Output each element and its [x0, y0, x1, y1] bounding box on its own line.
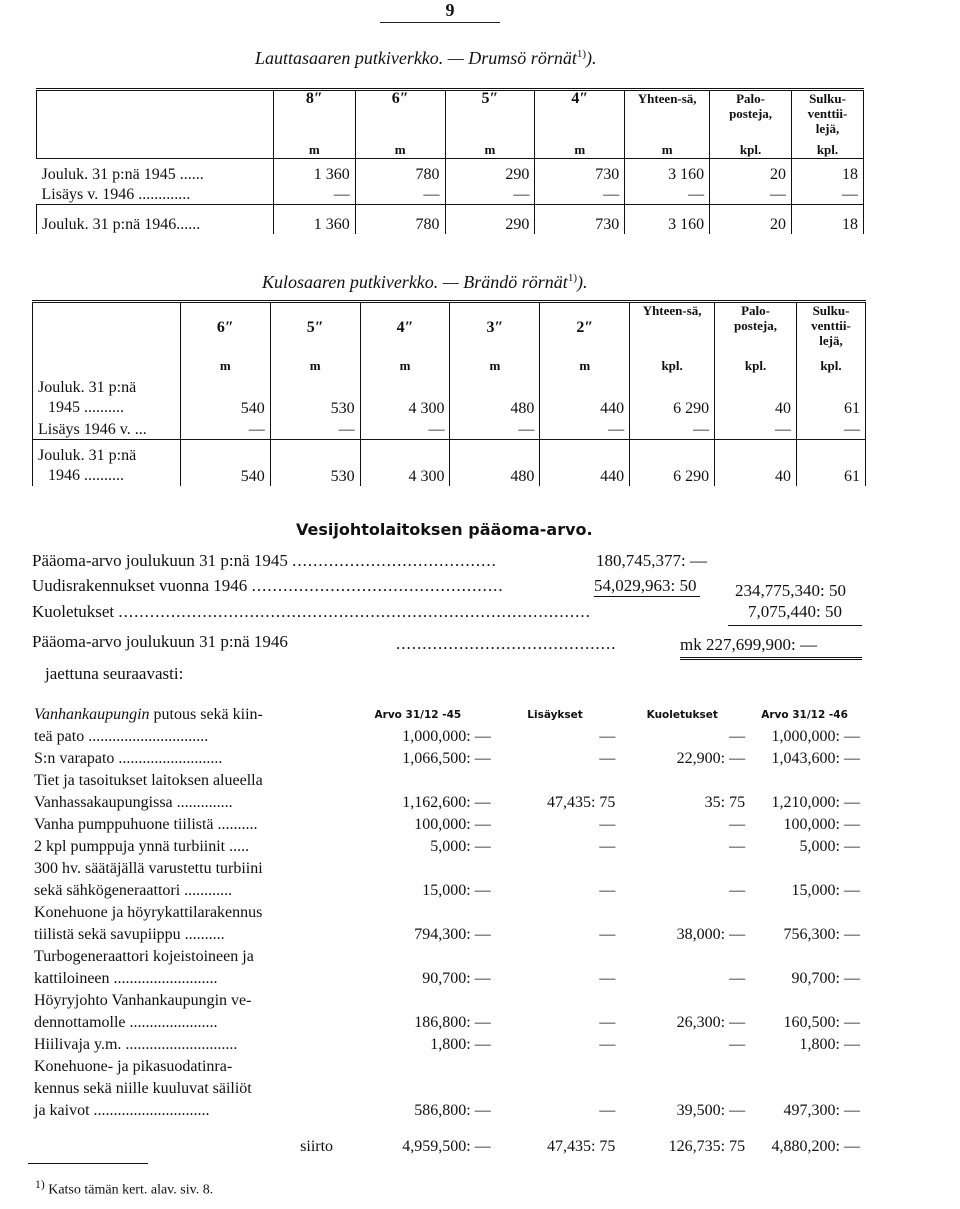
assets-row [32, 902, 862, 924]
assets-cell [343, 1078, 493, 1100]
assets-cell: 15,000: — [422, 882, 491, 899]
assets-row-label: S:n varapato .......................... [34, 750, 223, 767]
assets-cell [493, 1078, 618, 1100]
capital-sum-rule [728, 625, 862, 626]
assets-row [32, 1078, 862, 1100]
assets-row-label: Konehuone- ja pikasuodatinra- [34, 1058, 233, 1075]
assets-cell [747, 990, 862, 1012]
assets-row [32, 946, 862, 968]
assets-row-label: teä pato .............................. [34, 728, 209, 745]
section1-cell: — [792, 184, 864, 204]
footnote-text: Katso tämän kert. alav. siv. 8. [48, 1182, 214, 1198]
footnote-rule [28, 1163, 148, 1164]
section1-header-6in: 6″ [355, 90, 445, 137]
section2-row-label-line2: 1946 .......... [48, 466, 124, 484]
assets-cell: — [729, 970, 746, 987]
section2-cell: 6 290 [630, 374, 715, 418]
assets-cell [493, 990, 618, 1012]
assets-header-value-1946: Arvo 31/12 -46 [761, 709, 848, 721]
assets-cell [493, 902, 618, 924]
section2-cell: — [360, 418, 450, 440]
assets-cell: 1,800: — [430, 1036, 491, 1053]
assets-cell: 794,300: — [414, 926, 491, 943]
section2-row-label [33, 440, 181, 486]
assets-row [32, 814, 862, 836]
assets-row-label: kattiloineen .......................... [34, 970, 218, 987]
assets-cell: — [599, 750, 616, 767]
capital-line1-text: Pääoma-arvo joulukuun 31 p:nä 1945 [32, 551, 288, 570]
section2-unit: m [360, 352, 450, 374]
section2-unit: kpl. [797, 352, 866, 374]
section1-unit: kpl. [792, 136, 864, 158]
assets-header-value-1945: Arvo 31/12 -45 [374, 709, 462, 721]
section2-cell: 4 300 [360, 374, 450, 418]
assets-cell [617, 1078, 747, 1100]
assets-cell: — [729, 1036, 746, 1053]
assets-cell [493, 1056, 618, 1078]
assets-header-depreciation: Kuoletukset [646, 709, 718, 721]
capital-line3-text: Kuoletukset [32, 602, 115, 621]
section2-cell: — [540, 418, 630, 440]
section2-cell: 61 [797, 440, 866, 486]
section1-unit: m [355, 136, 445, 158]
section2-row-label-line2: 1945 .......... [48, 398, 124, 416]
assets-cell [747, 946, 862, 968]
assets-cell: — [599, 838, 616, 855]
assets-row [32, 990, 862, 1012]
capital-line2-total: 234,775,340: 50 [735, 581, 846, 600]
section2-unit: m [180, 352, 270, 374]
assets-row-label [32, 700, 343, 726]
assets-row-label: 2 kpl pumppuja ynnä turbiinit ..... [34, 838, 250, 855]
section2-header-2in: 2″ [540, 302, 630, 352]
section1-cell: 730 [535, 158, 625, 184]
assets-row [32, 880, 862, 902]
assets-row [32, 792, 862, 814]
assets-cell: 1,162,600: — [402, 794, 491, 811]
section2-header-6in: 6″ [180, 302, 270, 352]
section2-unit: m [270, 352, 360, 374]
section2-caption-text: Kulosaaren putkiverkko. — Brändö rörnät [262, 272, 568, 292]
section2-cell: 530 [270, 440, 360, 486]
capital-line1-label: Pääoma-arvo joulukuun 31 p:nä 1945 ....................................... [32, 551, 497, 570]
section1-row-label: Lisäys v. 1946 ............. [37, 184, 274, 204]
assets-row-label: Turbogeneraattori kojeistoineen ja [34, 948, 254, 965]
section1-note-ref: 1) [576, 48, 586, 60]
section1-cell: — [625, 184, 710, 204]
assets-body [32, 726, 862, 1122]
section1-header-total: Yhteen-sä, [625, 90, 710, 137]
assets-row [32, 1100, 862, 1122]
section2-cell: 40 [715, 440, 797, 486]
section2-cell: 440 [540, 440, 630, 486]
section1-cell: 1 360 [273, 204, 355, 234]
assets-cell: 1,066,500: — [402, 750, 491, 767]
section1-row-label: Jouluk. 31 p:nä 1946...... [37, 204, 274, 234]
assets-cell: 1,800: — [799, 1036, 860, 1053]
assets-row-label: Höyryjohto Vanhankaupungin ve- [34, 992, 252, 1009]
assets-cell: 1,000,000: — [402, 728, 491, 745]
assets-row [32, 1012, 862, 1034]
assets-cell: 186,800: — [414, 1014, 491, 1031]
assets-cell: 586,800: — [414, 1102, 491, 1119]
assets-row [32, 1056, 862, 1078]
capital-line2-label: Uudisrakennukset vuonna 1946 ................................................ [32, 576, 504, 595]
section1-cell: — [445, 184, 535, 204]
section2-cell: — [270, 418, 360, 440]
section1-table [36, 88, 864, 234]
assets-cell: 100,000: — [783, 816, 860, 833]
assets-row [32, 770, 862, 792]
section2-table [32, 300, 866, 486]
assets-cell [617, 946, 747, 968]
section2-row-label-line1: Jouluk. 31 p:nä [38, 378, 137, 396]
assets-cell [617, 902, 747, 924]
section1-cell: 20 [710, 204, 792, 234]
assets-cell: 1,000,000: — [771, 728, 860, 745]
section2-header-stub [33, 302, 181, 352]
section2-unit: m [540, 352, 630, 374]
section2-cell: 61 [797, 374, 866, 418]
assets-cell: — [729, 838, 746, 855]
assets-cell [493, 858, 618, 880]
assets-label-italic: Vanhankaupungin [34, 706, 150, 723]
assets-row [32, 858, 862, 880]
section1-header-hydrants: Palo-posteja, [710, 90, 792, 137]
assets-row-label: kennus sekä niille kuuluvat säiliöt [34, 1080, 252, 1097]
assets-row [32, 748, 862, 770]
assets-cell: 497,300: — [783, 1102, 860, 1119]
assets-cell [617, 858, 747, 880]
assets-cell: — [599, 970, 616, 987]
assets-row [32, 924, 862, 946]
section1-caption-text: Lauttasaaren putkiverkko. — Drumsö rörnät [255, 48, 577, 68]
assets-cell: — [729, 882, 746, 899]
section2-row-label [33, 374, 181, 418]
assets-cell: 5,000: — [430, 838, 491, 855]
assets-cell [617, 990, 747, 1012]
assets-cell: 1,210,000: — [771, 794, 860, 811]
section2-cell: — [180, 418, 270, 440]
section2-cell: — [630, 418, 715, 440]
section2-row-label-line1: Jouluk. 31 p:nä [38, 446, 137, 464]
assets-label-rest: putous sekä kiin- [149, 706, 263, 723]
capital-divided-text: jaettuna seuraavasti: [45, 664, 184, 683]
assets-cell: — [599, 1036, 616, 1053]
assets-row-label: Konehuone ja höyrykattilarakennus [34, 904, 263, 921]
assets-row-label: Vanha pumppuhuone tiilistä .......... [34, 816, 258, 833]
assets-row [32, 836, 862, 858]
section1-cell: 18 [792, 158, 864, 184]
assets-row-label: tiilistä sekä savupiippu .......... [34, 926, 225, 943]
assets-cell [747, 1078, 862, 1100]
assets-cell: 35: 75 [704, 794, 746, 811]
section2-cell: 480 [450, 440, 540, 486]
section1-cell: — [355, 184, 445, 204]
page-number-rule [380, 22, 500, 23]
section1-unit: m [625, 136, 710, 158]
section2-cell: 6 290 [630, 440, 715, 486]
section2-cell: — [450, 418, 540, 440]
assets-row-label: ja kaivot ............................. [34, 1102, 210, 1119]
assets-cell [617, 1056, 747, 1078]
assets-cell: — [599, 1102, 616, 1119]
assets-row-label: Vanhassakaupungissa .............. [34, 794, 233, 811]
section1-cell: 18 [792, 204, 864, 234]
assets-row [32, 968, 862, 990]
assets-cell [343, 1056, 493, 1078]
section2-header-4in: 4″ [360, 302, 450, 352]
assets-cell [747, 902, 862, 924]
section2-unit-stub [33, 352, 181, 374]
assets-cell: — [729, 816, 746, 833]
assets-cell: — [599, 1014, 616, 1031]
section2-cell: — [715, 418, 797, 440]
assets-cell: 22,900: — [676, 750, 746, 767]
assets-row-label: sekä sähkögeneraattori ............ [34, 882, 233, 899]
section2-note-ref: 1) [567, 272, 577, 284]
section2-unit: m [450, 352, 540, 374]
assets-cell: 100,000: — [414, 816, 491, 833]
section1-cell: 1 360 [273, 158, 355, 184]
assets-cell [343, 990, 493, 1012]
carry-value: 47,435: 75 [546, 1138, 616, 1155]
capital-line2-text: Uudisrakennukset vuonna 1946 [32, 576, 248, 595]
section1-header-8in: 8″ [273, 90, 355, 137]
assets-cell [617, 770, 747, 792]
carry-value: 4,959,500: — [402, 1138, 491, 1155]
assets-cell: — [599, 882, 616, 899]
section2-cell: 530 [270, 374, 360, 418]
capital-heading: Vesijohtolaitoksen pääoma-arvo. [296, 520, 593, 539]
section1-cell: 3 160 [625, 204, 710, 234]
assets-cell: 1,043,600: — [771, 750, 860, 767]
assets-cell [747, 770, 862, 792]
section2-cell: 40 [715, 374, 797, 418]
section2-cell: — [797, 418, 866, 440]
section1-cell: 290 [445, 158, 535, 184]
assets-row-label: 300 hv. säätäjällä varustettu turbiini [34, 860, 263, 877]
section2-cell: 4 300 [360, 440, 450, 486]
section2-cell: 480 [450, 374, 540, 418]
assets-row [32, 1034, 862, 1056]
carry-label: siirto [300, 1138, 334, 1155]
assets-cell: 39,500: — [676, 1102, 746, 1119]
capital-line3-label: Kuoletukset .......................................................................................... [32, 602, 591, 621]
section1-cell: 780 [355, 204, 445, 234]
assets-table [32, 700, 862, 1158]
assets-cell: — [599, 926, 616, 943]
section1-header-stub [37, 90, 274, 137]
section1-unit: m [445, 136, 535, 158]
footnote [35, 1178, 213, 1199]
section1-row-label: Jouluk. 31 p:nä 1945 ...... [37, 158, 274, 184]
assets-header-additions: Lisäykset [527, 709, 583, 721]
section1-cell: 290 [445, 204, 535, 234]
assets-cell: 90,700: — [422, 970, 491, 987]
capital-line4-label: Pääoma-arvo joulukuun 31 p:nä 1946 [32, 632, 288, 651]
assets-cell [343, 770, 493, 792]
section1-cell: 3 160 [625, 158, 710, 184]
assets-cell [493, 770, 618, 792]
assets-cell: 38,000: — [676, 926, 746, 943]
section2-row-label: Lisäys 1946 v. ... [33, 418, 181, 440]
assets-row [32, 726, 862, 748]
assets-cell: — [599, 816, 616, 833]
assets-cell: 5,000: — [799, 838, 860, 855]
section1-cell: 730 [535, 204, 625, 234]
section1-header-5in: 5″ [445, 90, 535, 137]
section2-cell: 540 [180, 374, 270, 418]
section2-header-hydrants: Palo-posteja, [715, 302, 797, 352]
assets-cell: 47,435: 75 [546, 794, 616, 811]
assets-cell [747, 858, 862, 880]
assets-row-label: Hiilivaja y.m. ............................ [34, 1036, 238, 1053]
section2-header-total: Yhteen-sä, [630, 302, 715, 352]
capital-total-rule [680, 657, 862, 660]
section1-caption: Lauttasaaren putkiverkko. — Drumsö rörnät$^{1)}$). [255, 48, 597, 68]
assets-row-label: Tiet ja tasoitukset laitoksen alueella [34, 772, 263, 789]
section2-cell: 440 [540, 374, 630, 418]
assets-cell: 26,300: — [676, 1014, 746, 1031]
assets-cell: — [729, 728, 746, 745]
section2-cell: 540 [180, 440, 270, 486]
section2-header-3in: 3″ [450, 302, 540, 352]
section1-cell: — [710, 184, 792, 204]
section2-unit: kpl. [630, 352, 715, 374]
carry-value: 126,735: 75 [668, 1138, 746, 1155]
carry-value: 4,880,200: — [771, 1138, 860, 1155]
section1-cell: 20 [710, 158, 792, 184]
section1-cell: — [535, 184, 625, 204]
section1-unit: m [535, 136, 625, 158]
footnote-ref: 1) [35, 1178, 45, 1191]
section1-header-4in: 4″ [535, 90, 625, 137]
section2-header-5in: 5″ [270, 302, 360, 352]
section1-unit-stub [37, 136, 274, 158]
section1-cell: — [273, 184, 355, 204]
assets-cell [343, 902, 493, 924]
assets-row-label: dennottamolle ...................... [34, 1014, 218, 1031]
section1-header-valves: Sulku-venttii-lejä, [792, 90, 864, 137]
assets-cell: 15,000: — [791, 882, 860, 899]
section2-unit: kpl. [715, 352, 797, 374]
section1-unit: m [273, 136, 355, 158]
section2-caption: Kulosaaren putkiverkko. — Brändö rörnät$^{1)}$). [262, 272, 588, 292]
capital-line2-value: 54,029,963: 50 [594, 576, 700, 597]
assets-cell: 756,300: — [783, 926, 860, 943]
assets-cell [343, 946, 493, 968]
section2-header-valves: Sulku-venttii-lejä, [797, 302, 866, 352]
assets-cell [343, 858, 493, 880]
section1-unit: kpl. [710, 136, 792, 158]
section1-cell: 780 [355, 158, 445, 184]
capital-line4-total: mk 227,699,900: — [680, 635, 817, 654]
assets-cell: 90,700: — [791, 970, 860, 987]
capital-line3-total: 7,075,440: 50 [748, 602, 842, 621]
assets-cell: 160,500: — [783, 1014, 860, 1031]
page-number: 9 [445, 0, 455, 20]
assets-cell: — [599, 728, 616, 745]
assets-cell [747, 1056, 862, 1078]
assets-cell [493, 946, 618, 968]
capital-line1-value: 180,745,377: — [596, 551, 707, 570]
